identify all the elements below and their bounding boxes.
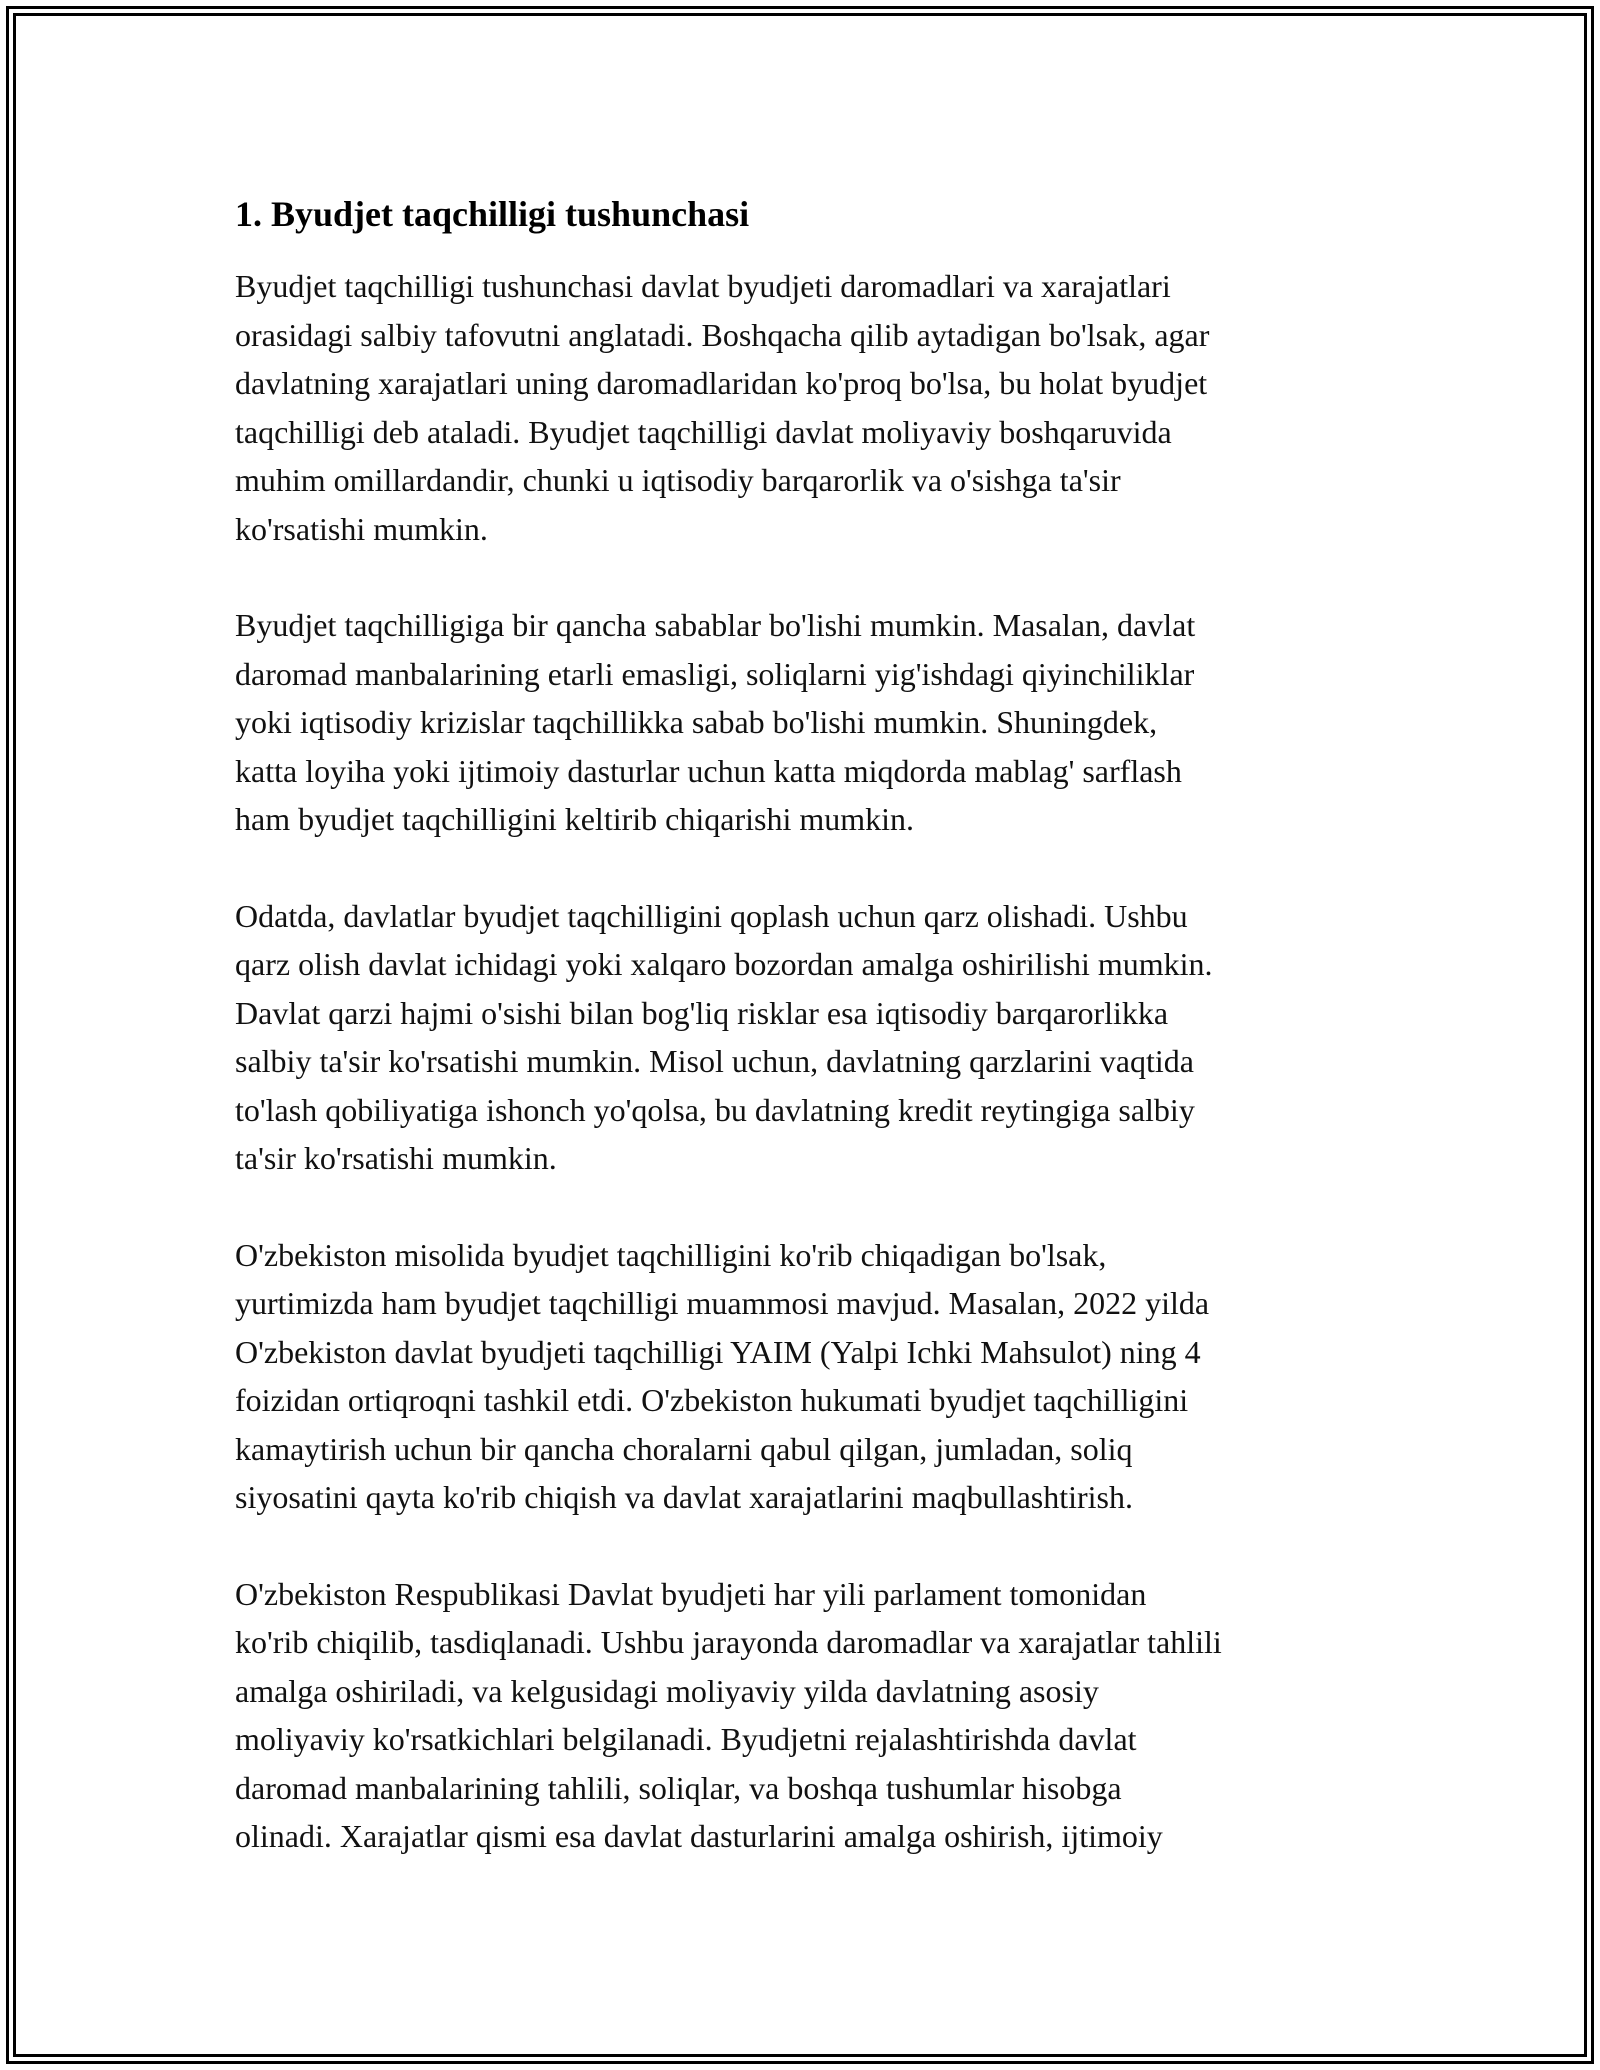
paragraph	[235, 262, 1385, 553]
paragraph-line: muhim omillardandir, chunki u iqtisodiy barqarorlik va o'sishga ta'sir	[235, 462, 1121, 498]
paragraph-line: ham byudjet taqchilligini keltirib chiqarishi mumkin.	[235, 801, 914, 837]
paragraph-line: O'zbekiston davlat byudjeti taqchilligi YAIM (Yalpi Ichki Mahsulot) ning 4	[235, 1333, 1201, 1370]
paragraph-line: Davlat qarzi hajmi o'sishi bilan bog'liq risklar esa iqtisodiy barqarorlikka	[235, 994, 1169, 1031]
paragraph-line: ta'sir ko'rsatishi mumkin.	[235, 1140, 557, 1176]
paragraph	[235, 1570, 1385, 1861]
paragraph-line: Byudjet taqchilligiga bir qancha sabablar bo'lishi mumkin. Masalan, davlat	[235, 607, 1196, 643]
paragraph-line: yurtimizda ham byudjet taqchilligi muammosi mavjud. Masalan, 2022 yilda	[235, 1285, 1210, 1321]
paragraph-list	[235, 262, 1385, 1861]
paragraph-line: O'zbekiston Respublikasi Davlat byudjeti har yili parlament tomonidan	[235, 1575, 1147, 1612]
paragraph-line: to'lash qobiliyatiga ishonch yo'qolsa, bu davlatning kredit reytingiga salbiy	[235, 1091, 1195, 1128]
paragraph-line: Odatda, davlatlar byudjet taqchilligini qoplash uchun qarz olishadi. Ushbu	[235, 897, 1188, 934]
paragraph-line: foizidan ortiqroqni tashkil etdi. O'zbekiston hukumati byudjet taqchilligini	[235, 1382, 1189, 1418]
paragraph-line: daromad manbalarining tahlili, soliqlar, va boshqa tushumlar hisobga	[235, 1769, 1122, 1806]
paragraph-line: daromad manbalarining etarli emasligi, soliqlarni yig'ishdagi qiyinchiliklar	[235, 655, 1195, 692]
paragraph-line: kamaytirish uchun bir qancha choralarni qabul qilgan, jumladan, soliq	[235, 1430, 1133, 1467]
paragraph	[235, 1231, 1385, 1522]
paragraph-line: ko'rib chiqilib, tasdiqlanadi. Ushbu jarayonda daromadlar va xarajatlar tahlili	[235, 1624, 1222, 1660]
paragraph-line: salbiy ta'sir ko'rsatishi mumkin. Misol uchun, davlatning qarzlarini vaqtida	[235, 1043, 1194, 1079]
paragraph-line: siyosatini qayta ko'rib chiqish va davlat xarajatlarini maqbullashtirish.	[235, 1479, 1133, 1515]
paragraph-line: qarz olish davlat ichidagi yoki xalqaro bozordan amalga oshirilishi mumkin.	[235, 946, 1213, 982]
paragraph-line: orasidagi salbiy tafovutni anglatadi. Boshqacha qilib aytadigan bo'lsak, agar	[235, 316, 1210, 353]
section-heading: 1. Byudjet taqchilligi tushunchasi	[235, 194, 750, 234]
document-body	[235, 186, 1385, 1909]
paragraph-line: davlatning xarajatlari uning daromadlaridan ko'proq bo'lsa, bu holat byudjet	[235, 365, 1208, 401]
paragraph-line: ko'rsatishi mumkin.	[235, 510, 488, 547]
paragraph	[235, 601, 1385, 844]
paragraph-line: moliyaviy ko'rsatkichlari belgilanadi. Byudjetni rejalashtirishda davlat	[235, 1721, 1137, 1757]
paragraph	[235, 892, 1385, 1183]
paragraph-line: katta loyiha yoki ijtimoiy dasturlar uchun katta miqdorda mablag' sarflash	[235, 752, 1182, 789]
paragraph-line: taqchilligi deb ataladi. Byudjet taqchilligi davlat moliyaviy boshqaruvida	[235, 413, 1172, 450]
paragraph-line: amalga oshiriladi, va kelgusidagi moliyaviy yilda davlatning asosiy	[235, 1672, 1099, 1709]
paragraph-line: olinadi. Xarajatlar qismi esa davlat dasturlarini amalga oshirish, ijtimoiy	[235, 1818, 1163, 1854]
paragraph-line: yoki iqtisodiy krizislar taqchillikka sabab bo'lishi mumkin. Shuningdek,	[235, 704, 1158, 740]
paragraph-line: O'zbekiston misolida byudjet taqchilligini ko'rib chiqadigan bo'lsak,	[235, 1236, 1107, 1273]
paragraph-line: Byudjet taqchilligi tushunchasi davlat byudjeti daromadlari va xarajatlari	[235, 268, 1171, 304]
